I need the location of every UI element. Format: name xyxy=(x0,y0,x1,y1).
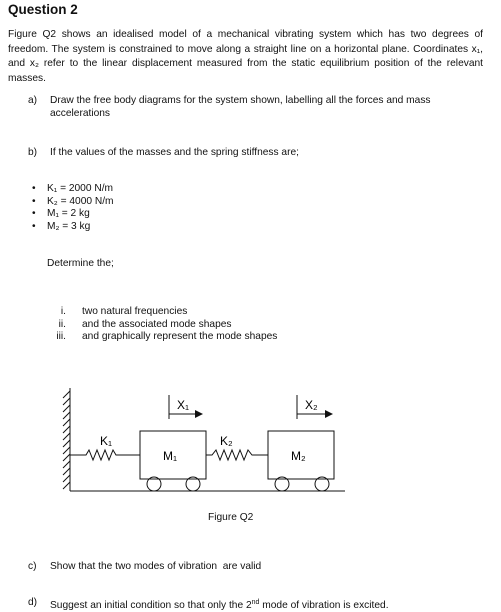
part-d-label: d) xyxy=(28,597,38,608)
x1-arrow-icon xyxy=(195,410,203,418)
figure-caption: Figure Q2 xyxy=(208,512,254,523)
bullet-icon: • xyxy=(32,195,36,207)
label-k2: K₂ xyxy=(220,434,233,448)
value-text: M₂ = 3 kg xyxy=(47,221,91,233)
part-c-label: c) xyxy=(28,561,37,572)
part-d xyxy=(28,596,498,609)
value-item-k1 xyxy=(32,183,114,196)
question-intro: Figure Q2 shows an idealised model of a mechanical vibrating system which has two degrees of freedom. The system is constrained to move along a straight line on a horizontal plane. Coordinates x₁, and x₂ refer to the linear displacement measured from the static equilibrium position of the relevant masses. xyxy=(8,29,483,84)
bullet-icon: • xyxy=(32,221,36,233)
spring-k2-icon xyxy=(206,450,268,460)
question-title: Question 2 xyxy=(8,2,78,17)
task-text: and the associated mode shapes xyxy=(82,318,232,330)
task-number: i. xyxy=(60,306,66,317)
label-m1: M₁ xyxy=(163,449,178,463)
value-item-k2 xyxy=(32,196,114,209)
label-k1: K₁ xyxy=(100,434,113,448)
part-d-text-post: mode of vibration is excited. xyxy=(259,600,389,611)
bullet-icon: • xyxy=(32,208,36,220)
task-number: ii. xyxy=(58,318,66,330)
value-text: K₂ = 4000 N/m xyxy=(47,195,114,207)
part-d-text-pre: Suggest an initial condition so that only the 2 xyxy=(50,600,252,611)
spring-k1-icon xyxy=(70,450,140,460)
bullet-icon: • xyxy=(32,183,36,194)
part-a-label: a) xyxy=(28,95,38,106)
part-d-text xyxy=(50,596,389,612)
task-text: and graphically represent the mode shapes xyxy=(82,331,278,343)
part-c xyxy=(28,560,488,574)
task-text: two natural frequencies xyxy=(82,306,188,317)
x2-arrow-icon xyxy=(325,410,333,418)
part-b xyxy=(28,146,488,160)
part-d-sup: nd xyxy=(251,599,260,606)
value-item-m2 xyxy=(32,221,114,234)
determine-text: Determine the; xyxy=(47,258,114,269)
part-c-text: Show that the two modes of vibration are valid xyxy=(50,561,262,572)
part-a-text-line1: Draw the free body diagrams for the system shown, labelling all the forces and mass xyxy=(50,95,431,106)
values-list xyxy=(32,183,114,234)
part-b-label: b) xyxy=(28,147,38,158)
value-text: M₁ = 2 kg xyxy=(47,208,90,220)
label-x2: X₂ xyxy=(305,398,318,412)
label-x1: X₁ xyxy=(177,398,190,412)
part-b-text: If the values of the masses and the spring stiffness are; xyxy=(50,147,299,158)
part-a xyxy=(28,94,488,124)
value-item-m1 xyxy=(32,208,114,221)
part-a-text-line2: accelerations xyxy=(50,108,111,119)
label-m2: M₂ xyxy=(291,449,306,463)
task-number: iii. xyxy=(56,331,66,343)
value-text: K₁ = 2000 N/m xyxy=(47,183,114,194)
figure-q2-diagram xyxy=(60,383,350,498)
wall-hatch-icon xyxy=(63,391,70,489)
